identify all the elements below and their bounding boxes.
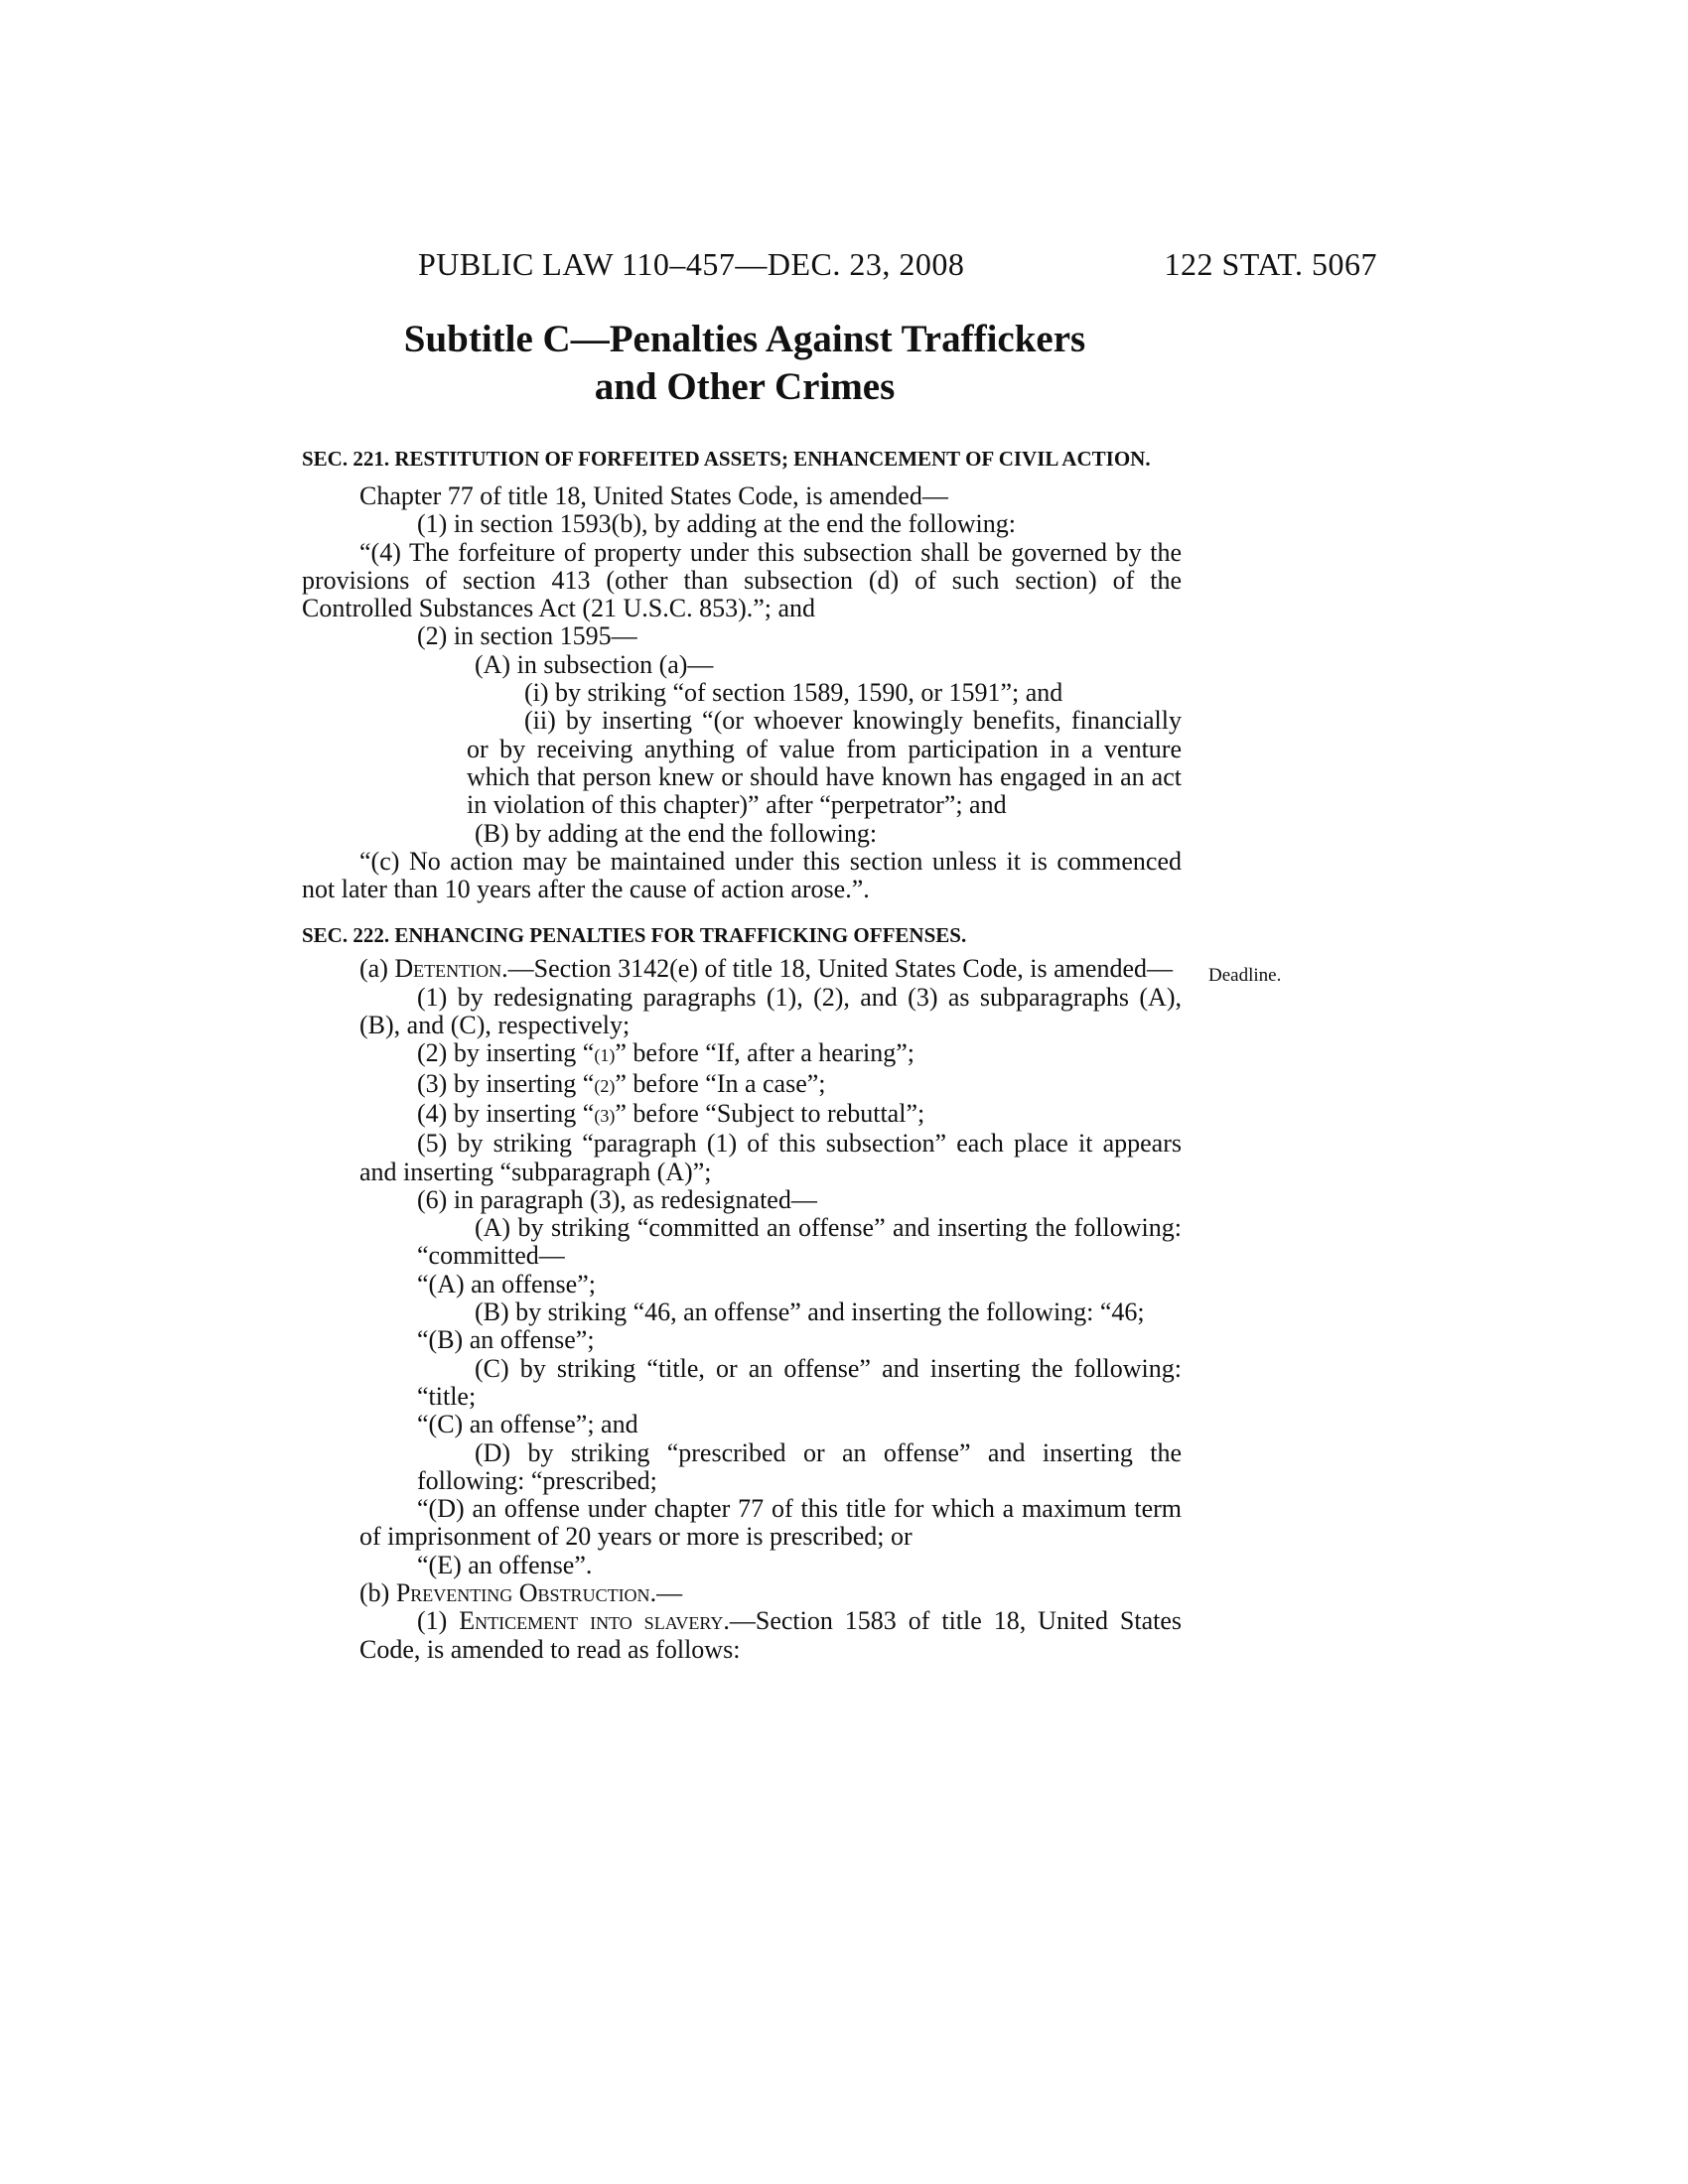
a2-pre: (2) by inserting “ [417,1038,595,1068]
sec221-clause-ii: (ii) by inserting “(or whoever knowingly benefits, financially or by receiving anything of value from participation in a venture which that person knew or should have known has engaged in an act in violation of this chapter)” after “perpetrator”; and [467,706,1182,820]
sec222-a-para-5: (5) by striking “paragraph (1) of this subsection” each place it appears and inserting “subparagraph (A)”; [359,1129,1182,1186]
sec222-a-6-B: (B) by striking “46, an offense” and inserting the following: “46; [475,1297,1145,1327]
sec222-b1-text: .—Section 1583 of title 18, United States Code, is amended to read as follows: [359,1606,1182,1664]
sec222-b1-label: (1) [417,1606,460,1636]
a3-post: ” before “In a case”; [615,1068,826,1098]
sec222-b-para-1 [302,1607,1182,1664]
sec222-a-para-1: (1) by redesignating paragraphs (1), (2), and (3) as subparagraphs (A), (B), and (C), respectively; [359,982,1182,1040]
sec221-para-1: (1) in section 1593(b), by adding at the end the following: [417,509,1016,539]
sec221-para-1-quote: “(4) The forfeiture of property under this subsection shall be governed by the provisions of section 413 (other than subsection (d) of such section) of the Controlled Substances Act (21 U.S.C. 853).”; and [302,537,1182,623]
sec222-a-label: (a) [359,954,395,984]
a3-pre: (3) by inserting “ [417,1068,595,1098]
a4-pre: (4) by inserting “ [417,1098,595,1128]
sec221-subpara-B: (B) by adding at the end the following: [475,818,878,848]
sec222-a-6-C: (C) by striking “title, or an offense” and inserting the following: “title; [417,1353,1182,1411]
sec222-a-6-E-quote: “(E) an offense”. [417,1550,593,1579]
subtitle-line-1: Subtitle C—Penalties Against Traffickers [403,318,1086,360]
sec221-subpara-A: (A) in subsection (a)— [475,649,714,679]
margin-note-deadline: Deadline. [1208,965,1282,986]
sec222-a-para-2 [302,1039,1182,1069]
running-header-left: PUBLIC LAW 110–457—DEC. 23, 2008 [418,246,965,282]
a3-mark: (2) [594,1075,616,1096]
sec222-b1-title: Enticement into slavery [459,1606,724,1636]
sec222-b-label: (b) [359,1577,396,1607]
sec222-a-6-C-quote: “(C) an offense”; and [417,1410,638,1439]
sec222-a-title: Detention [394,954,502,984]
section-222-heading: SEC. 222. ENHANCING PENALTIES FOR TRAFFICKING OFFENSES. [302,923,967,948]
sec222-a-6-D: (D) by striking “prescribed or an offense” and inserting the following: “prescribed; [417,1437,1182,1495]
a2-post: ” before “If, after a hearing”; [615,1038,915,1068]
a2-mark: (1) [594,1045,616,1066]
sec222-a-para-6: (6) in paragraph (3), as redesignated— [417,1184,817,1214]
subtitle-line-2: and Other Crimes [594,365,896,408]
running-header-right: 122 STAT. 5067 [1164,246,1377,282]
sec222-a-para-4 [302,1100,1182,1130]
subtitle-heading [298,316,1192,411]
sec221-subsection-c-quote: “(c) No action may be maintained under this section unless it is commenced not later than 10 years after the cause of action arose.”. [302,846,1182,904]
sec222-a-6-A: (A) by striking “committed an offense” and inserting the following: “committed— [417,1213,1182,1271]
sec222-b-tail: .— [649,1577,683,1607]
sec221-intro: Chapter 77 of title 18, United States Code, is amended— [359,481,948,510]
sec222-subsection-b [302,1579,1182,1607]
section-221-heading: SEC. 221. RESTITUTION OF FORFEITED ASSETS; ENHANCEMENT OF CIVIL ACTION. [302,447,1151,471]
sec222-subsection-a [302,955,1182,983]
sec222-a-text: .—Section 3142(e) of title 18, United States Code, is amended— [501,954,1173,984]
sec222-a-6-A-quote: “(A) an offense”; [417,1269,596,1298]
a4-post: ” before “Subject to rebuttal”; [615,1098,925,1128]
sec222-b-title: Preventing Obstruction [395,1577,650,1607]
sec222-a-para-3 [302,1070,1182,1100]
sec222-a-6-D-quote: “(D) an offense under chapter 77 of this title for which a maximum term of imprisonment of 20 years or more is prescribed; or [359,1494,1182,1552]
sec221-clause-i: (i) by striking “of section 1589, 1590, or 1591”; and [524,678,1063,708]
sec222-a-6-B-quote: “(B) an offense”; [417,1325,595,1355]
document-body [302,445,1182,1664]
a4-mark: (3) [594,1105,616,1126]
sec221-para-2: (2) in section 1595— [417,621,637,651]
